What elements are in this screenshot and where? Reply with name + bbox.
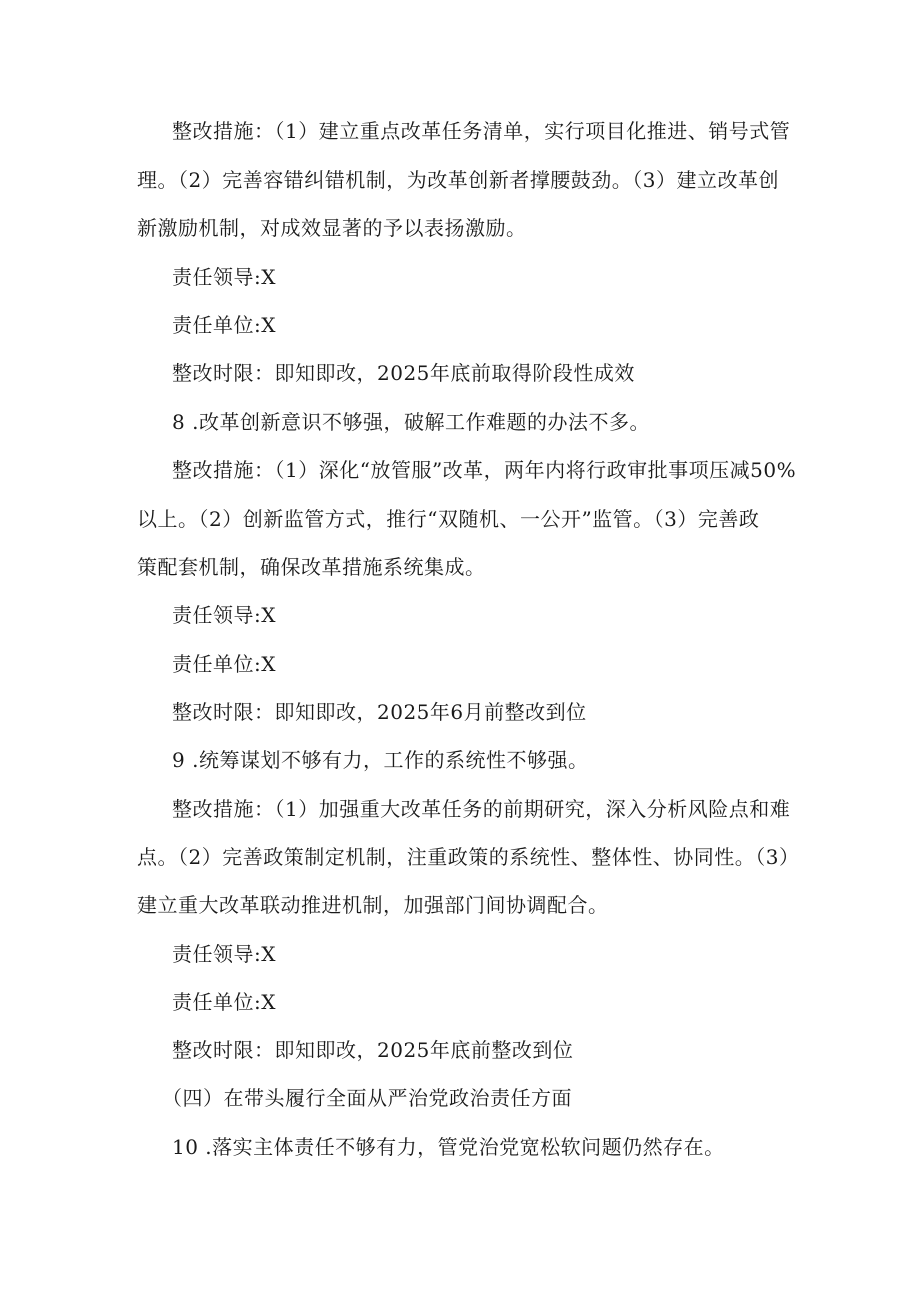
issue-heading: 10 .落实主体责任不够有力，管党治党宽松软问题仍然存在。 bbox=[172, 1135, 725, 1159]
responsible-unit: 责任单位:X bbox=[172, 652, 276, 676]
measure-paragraph-line: 点。（2）完善政策制定机制，注重政策的系统性、整体性、协同性。（3） bbox=[137, 845, 800, 869]
section-heading: （四）在带头履行全面从严治党政治责任方面 bbox=[162, 1086, 572, 1110]
deadline: 整改时限：即知即改，2025年底前取得阶段性成效 bbox=[172, 361, 635, 385]
responsible-unit: 责任单位:X bbox=[172, 313, 276, 337]
measure-paragraph-line: 整改措施：（1）加强重大改革任务的前期研究，深入分析风险点和难 bbox=[172, 797, 791, 821]
measure-paragraph-line: 整改措施：（1）建立重点改革任务清单，实行项目化推进、销号式管 bbox=[172, 119, 791, 143]
measure-paragraph-line: 整改措施：（1）深化“放管服”改革，两年内将行政审批事项压减50% bbox=[172, 458, 797, 482]
responsible-leader: 责任领导:X bbox=[172, 942, 276, 966]
deadline: 整改时限：即知即改，2025年底前整改到位 bbox=[172, 1038, 574, 1062]
measure-paragraph-line: 建立重大改革联动推进机制，加强部门间协调配合。 bbox=[137, 893, 609, 917]
measure-paragraph-line: 策配套机制，确保改革措施系统集成。 bbox=[137, 555, 486, 579]
measure-paragraph-line: 理。（2）完善容错纠错机制，为改革创新者撑腰鼓劲。（3）建立改革创 bbox=[137, 168, 779, 192]
measure-paragraph-line: 新激励机制，对成效显著的予以表扬激励。 bbox=[137, 216, 527, 240]
issue-heading: 8 .改革创新意识不够强，破解工作难题的办法不多。 bbox=[172, 410, 650, 434]
responsible-leader: 责任领导:X bbox=[172, 603, 276, 627]
measure-paragraph-line: 以上。（2）创新监管方式，推行“双随机、一公开”监管。（3）完善政 bbox=[137, 507, 760, 531]
deadline: 整改时限：即知即改，2025年6月前整改到位 bbox=[172, 700, 587, 724]
issue-heading: 9 .统筹谋划不够有力，工作的系统性不够强。 bbox=[172, 748, 589, 772]
responsible-leader: 责任领导:X bbox=[172, 265, 276, 289]
responsible-unit: 责任单位:X bbox=[172, 990, 276, 1014]
